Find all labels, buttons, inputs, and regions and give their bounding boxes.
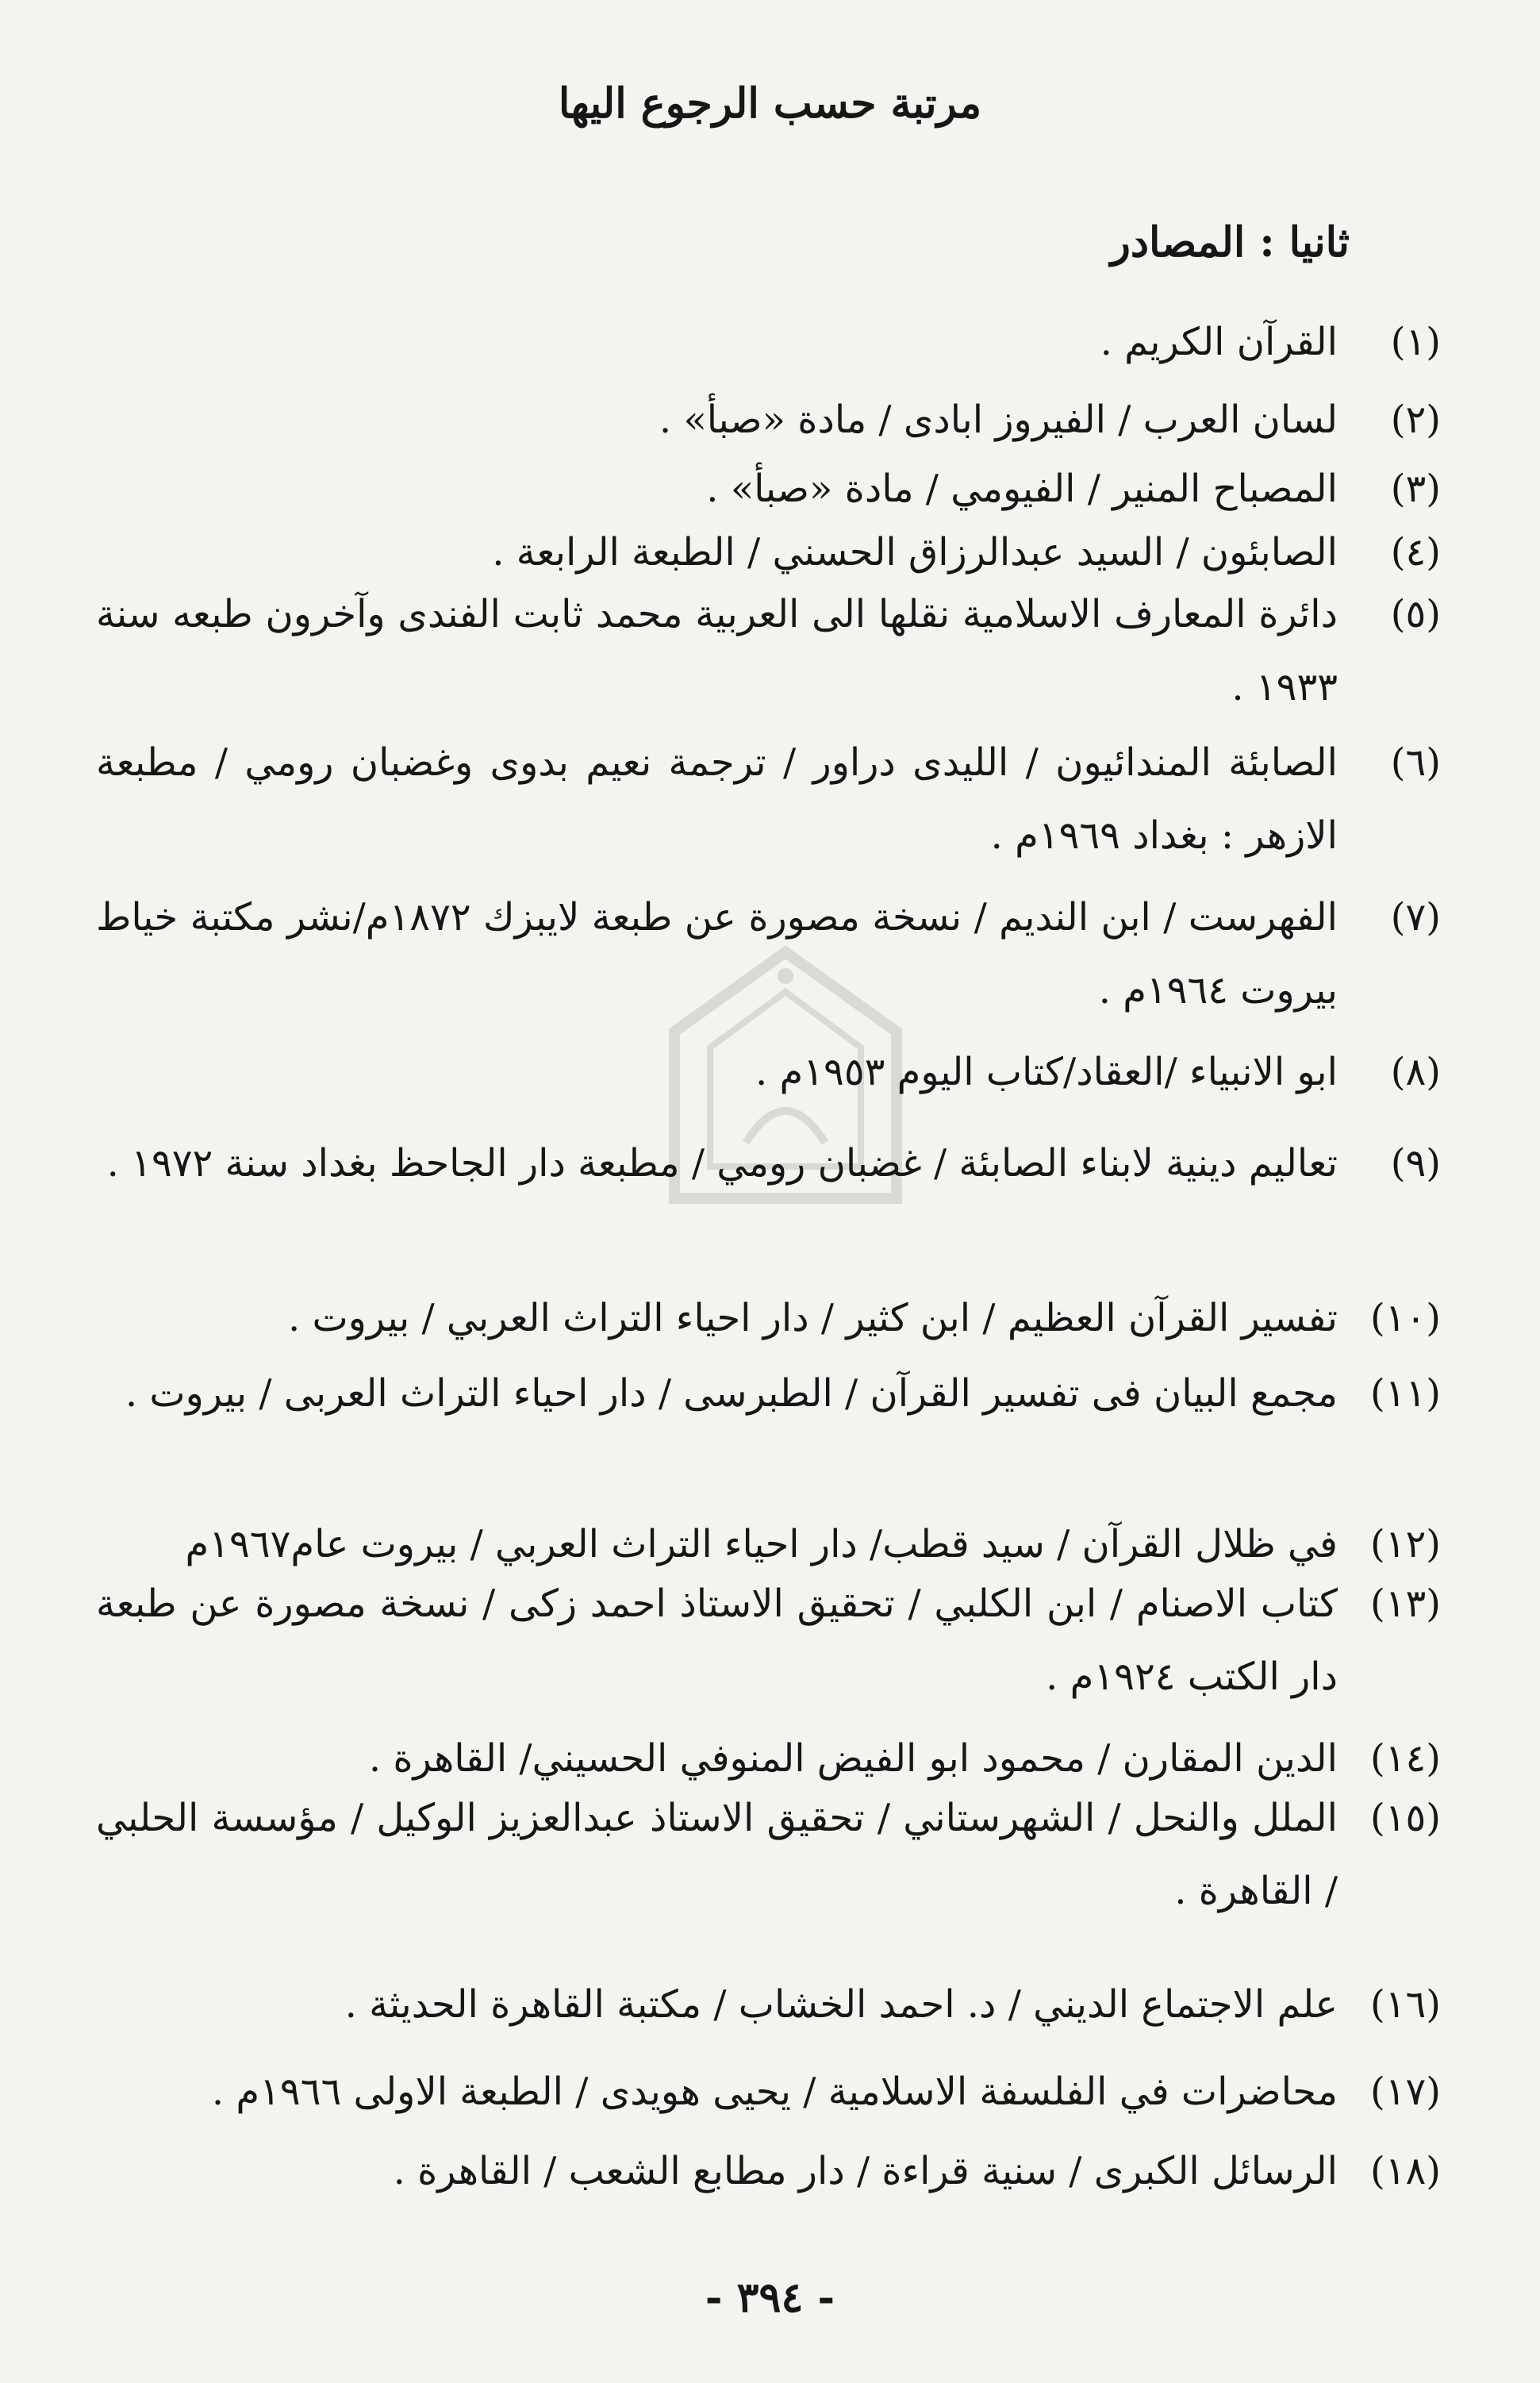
entry-number: (٤): [1390, 530, 1441, 575]
entry-number: (٨): [1390, 1050, 1441, 1094]
list-item: [0, 452, 1540, 525]
entry-number: (١٦): [1369, 1982, 1441, 2027]
list-item: [0, 1036, 1540, 1109]
entry-text: الرسائل الكبرى / سنية قراءة / دار مطابع الشعب / القاهرة .: [393, 2149, 1338, 2193]
entry-number: (٥): [1390, 592, 1441, 636]
list-item: [0, 881, 1540, 1027]
entry-text: الملل والنحل / الشهرستاني / تحقيق الاستاذ عبدالعزيز الوكيل / مؤسسة الحلبي / القاهرة .: [96, 1796, 1338, 1913]
section-heading: ثانيا : المصادر: [1110, 218, 1350, 267]
list-item: [0, 1127, 1540, 1273]
list-item: [0, 2055, 1540, 2128]
entry-text: القرآن الكريم .: [1100, 320, 1338, 364]
entry-number: (١٨): [1369, 2149, 1441, 2193]
entry-text: دائرة المعارف الاسلامية نقلها الى العربية محمد ثابت الفندى وآخرون طبعه سنة ١٩٣٣ .: [96, 592, 1338, 709]
list-item: [0, 1282, 1540, 1355]
entry-number: (١١): [1369, 1371, 1441, 1416]
entry-text: لسان العرب / الفيروز ابادى / مادة «صبأ» .: [659, 398, 1338, 442]
entry-number: (١٤): [1369, 1736, 1441, 1781]
entry-text: محاضرات في الفلسفة الاسلامية / يحيى هويدى / الطبعة الاولى ١٩٦٦م .: [211, 2070, 1338, 2114]
list-item: [0, 1357, 1540, 1503]
list-item: [0, 578, 1540, 724]
list-item: [0, 1781, 1540, 1928]
entry-number: (١٧): [1369, 2070, 1441, 2114]
entry-text: ابو الانبياء /العقاد/كتاب اليوم ١٩٥٣م .: [755, 1050, 1338, 1094]
list-item: [0, 1968, 1540, 2041]
page-number: - ٣٩٤ -: [705, 2273, 835, 2322]
entry-text: الصابئون / السيد عبدالرزاق الحسني / الطبعة الرابعة .: [492, 530, 1338, 575]
page-title: مرتبة حسب الرجوع اليها: [558, 79, 982, 128]
list-item: [0, 383, 1540, 456]
entry-number: (٣): [1390, 467, 1441, 511]
entry-number: (٩): [1390, 1141, 1441, 1186]
entry-text: المصباح المنير / الفيومي / مادة «صبأ» .: [706, 467, 1338, 511]
entry-text: علم الاجتماع الديني / د. احمد الخشاب / مكتبة القاهرة الحديثة .: [344, 1982, 1338, 2027]
entry-text: تعاليم دينية لابناء الصابئة / غضبان رومي / مطبعة دار الجاحظ بغداد سنة ١٩٧٢ .: [106, 1141, 1338, 1186]
entry-text: الفهرست / ابن النديم / نسخة مصورة عن طبعة لايبزك ١٨٧٢م/نشر مكتبة خياط بيروت ١٩٦٤م .: [96, 895, 1338, 1013]
entry-number: (١٥): [1369, 1796, 1441, 1840]
entry-number: (١): [1390, 320, 1441, 364]
entry-text: الدين المقارن / محمود ابو الفيض المنوفي الحسيني/ القاهرة .: [368, 1736, 1338, 1781]
entry-number: (٧): [1390, 895, 1441, 940]
entry-text: الصابئة المندائيون / الليدى دراور / ترجمة نعيم بدوى وغضبان رومي / مطبعة الازهر : بغداد ١٩٦٩م .: [96, 740, 1338, 858]
list-item: [0, 726, 1540, 872]
entry-number: (٢): [1390, 398, 1441, 442]
entry-number: (٦): [1390, 740, 1441, 785]
entry-number: (١٠): [1369, 1296, 1441, 1340]
entry-text: تفسير القرآن العظيم / ابن كثير / دار احياء التراث العربي / بيروت .: [287, 1296, 1338, 1340]
entry-text: كتاب الاصنام / ابن الكلبي / تحقيق الاستاذ احمد زكى / نسخة مصورة عن طبعة دار الكتب ١٩٢٤م .: [96, 1582, 1338, 1699]
list-item: [0, 306, 1540, 379]
list-item: [0, 1567, 1540, 1713]
entry-text: في ظلال القرآن / سيد قطب/ دار احياء التراث العربي / بيروت عام١٩٦٧م: [185, 1522, 1338, 1566]
list-item: [0, 2135, 1540, 2208]
entry-number: (١٢): [1369, 1522, 1441, 1566]
entry-number: (١٣): [1369, 1582, 1441, 1626]
entry-text: مجمع البيان فى تفسير القرآن / الطبرسى / دار احياء التراث العربى / بيروت .: [125, 1371, 1338, 1416]
